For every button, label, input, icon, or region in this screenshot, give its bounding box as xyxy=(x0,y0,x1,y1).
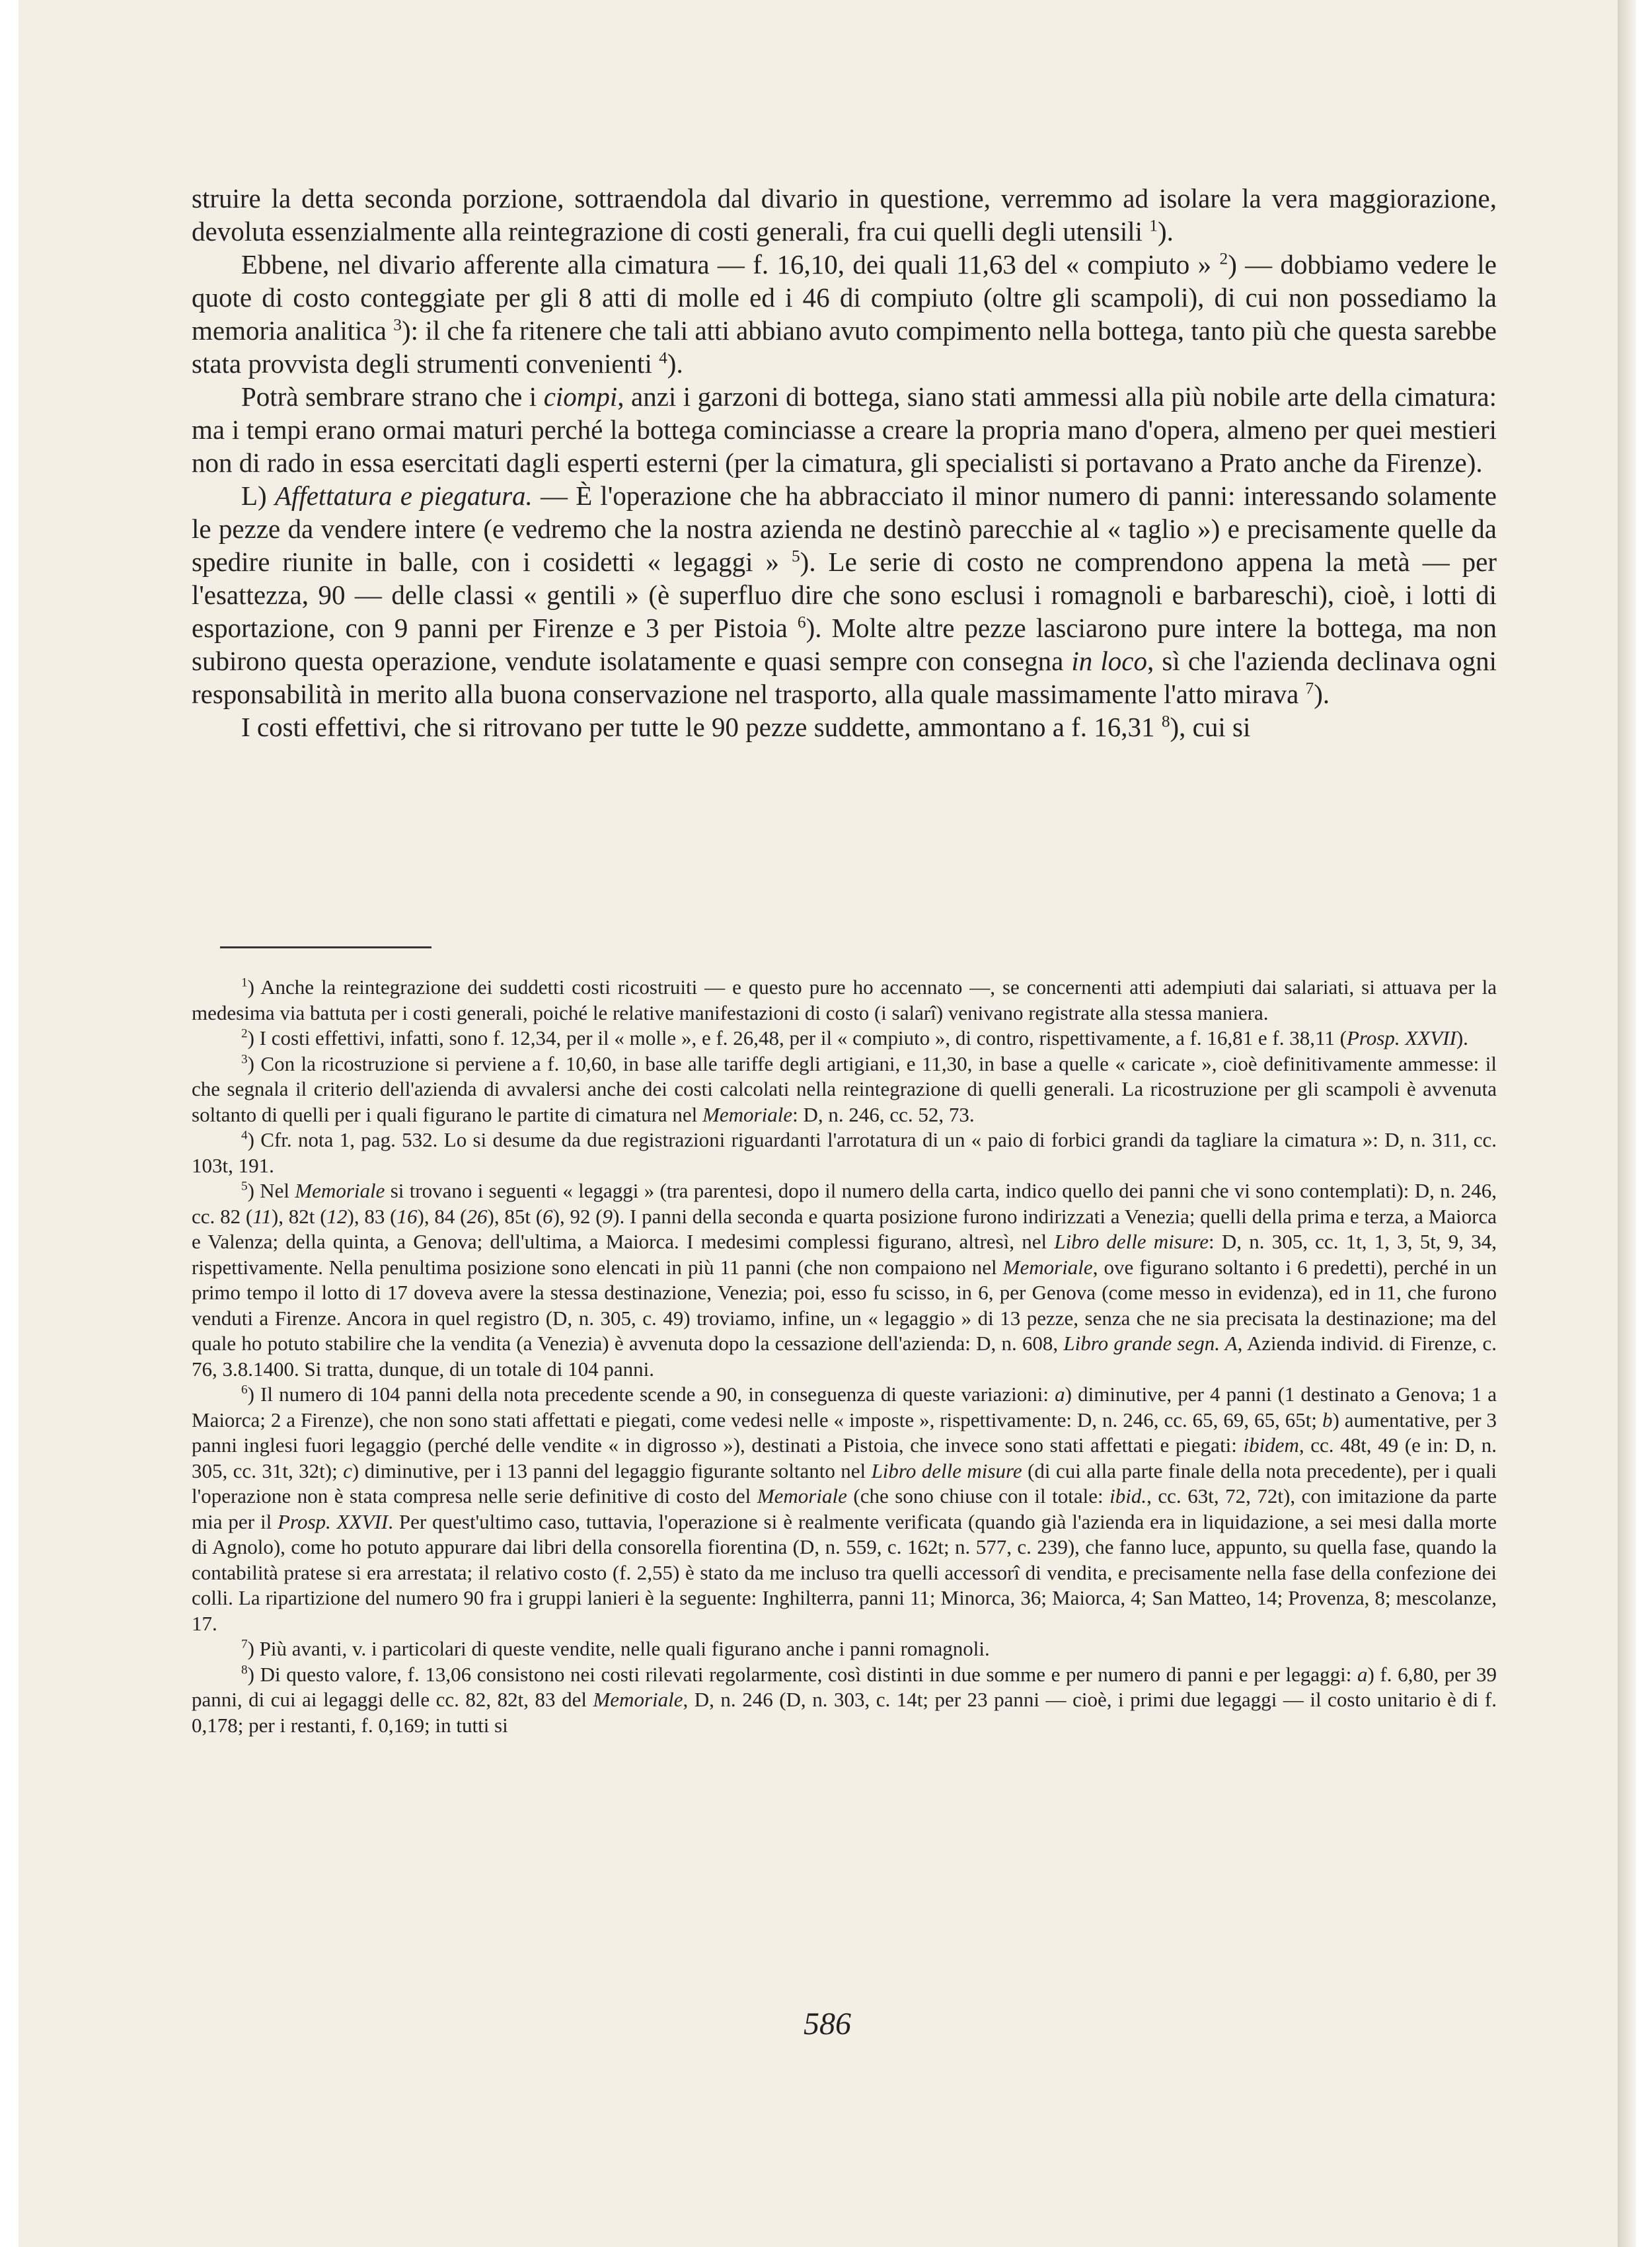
text-run: ) Il numero di 104 panni della nota precedente scende a 90, in conseguenza di queste variazioni: xyxy=(247,1383,1055,1406)
footnote xyxy=(192,975,1497,1026)
text-run: ) Di questo valore, f. 13,06 consistono nei costi rilevati regolarmente, così distinti in due somme e per numero di panni e per legaggi: xyxy=(247,1662,1357,1686)
italic-text: ciompi xyxy=(543,381,618,412)
text-run: ) diminutive, per 4 panni (1 destinato a Genova; 1 a Maiorca; 2 a Firenze), che non sono stati affettati e piegati, come vedesi nelle « imposte », rispettivamente: D, n. 246, cc. 65, 69, 65, 65t; xyxy=(192,1383,1497,1431)
page-number: 586 xyxy=(804,2006,851,2041)
text-run: , anzi i garzoni di bottega, siano stati ammessi alla più nobile arte della cimatura: ma i tempi erano ormai maturi perché la bottega cominciasse a creare la propria mano d'opera, almeno per quei mestieri non di rado in essa esercitati dagli esperti esterni (per la cimatura, gli specialisti si portavano a Prato anche da Firenze). xyxy=(192,381,1497,478)
italic-text: Memoriale xyxy=(702,1102,793,1126)
italic-text: 6 xyxy=(543,1204,553,1228)
paragraph xyxy=(192,710,1497,743)
note-ref: 5 xyxy=(791,547,800,566)
text-run: Potrà sembrare strano che i xyxy=(241,381,544,412)
paragraph xyxy=(192,248,1497,380)
italic-text: 9 xyxy=(602,1204,613,1228)
text-run: struire la detta seconda porzione, sottraendola dal divario in questione, verremmo ad isolare la vera maggiorazione, devoluta essenzialmente alla reintegrazione di costi generali, fra cui quelli degli utensili xyxy=(192,183,1497,247)
italic-text: Memoriale xyxy=(1002,1255,1093,1279)
text-run: ). xyxy=(1314,679,1330,709)
italic-text: ibidem xyxy=(1243,1433,1299,1457)
italic-text: Libro delle misure xyxy=(1054,1230,1209,1253)
note-ref: 6 xyxy=(797,613,806,632)
book-page xyxy=(19,0,1636,2247)
italic-text: Memoriale xyxy=(295,1179,385,1202)
text-run: , sì che l'azienda declinava ogni responsabilità in merito alla buona conservazione nel trasporto, alla quale massimamente l'atto mirava xyxy=(192,646,1497,709)
footnote xyxy=(192,1636,1497,1662)
italic-text: a xyxy=(1055,1383,1065,1406)
text-run: ), 83 ( xyxy=(347,1204,397,1228)
note-ref: 4 xyxy=(241,1128,248,1143)
text-run: ), cui si xyxy=(1170,712,1251,742)
note-ref: 8 xyxy=(1161,712,1170,731)
text-run: ). Le serie di costo ne comprendono appena la metà — per l'esattezza, 90 — delle classi « gentili » (è superfluo dire che sono esclusi i romagnoli e barbareschi), cioè, i lotti di esportazione, con 9 panni per Firenze e 3 per Pistoia xyxy=(192,547,1497,643)
footnote xyxy=(192,1382,1497,1636)
text-run: : D, n. 305, cc. 1t, 1, 3, 5t, 9, 34, rispettivamente. Nella penultima posizione sono elencati in più 11 panni (che non compaiono nel xyxy=(192,1230,1497,1279)
note-ref: 1 xyxy=(241,975,248,990)
text-run: ) diminutive, per i 13 panni del legaggio figurante soltanto nel xyxy=(352,1459,872,1482)
text-run: , D, n. 246 (D, n. 303, c. 14t; per 23 panni — cioè, i primi due legaggi — il costo unitario è di f. 0,178; per i restanti, f. 0,169; in tutti si xyxy=(192,1688,1497,1737)
text-run: , ove figurano soltanto i 6 predetti), perché in un primo tempo il lotto di 17 doveva avere la stessa destinazione, Venezia; poi, esso fu scisso, in 6, per Genova (come messo in evidenza), ed in 11, che furono venduti a Firenze. Ancora in quel registro (D, n. 305, c. 49) troviamo, infine, un « legaggio » di 13 pezze, senza che ne sia precisata la destinazione; ma del quale ho potuto stabilire che la vendita (a Venezia) è avvenuta dopo la cessazione dell'azienda: D, n. 608, xyxy=(192,1255,1497,1355)
italic-text: Memoriale xyxy=(593,1688,683,1711)
text-run: : D, n. 246, cc. 52, 73. xyxy=(792,1102,975,1126)
paragraph xyxy=(192,479,1497,710)
main-text xyxy=(192,182,1497,743)
footnote xyxy=(192,1662,1497,1739)
text-run: L) xyxy=(241,480,275,511)
footnote-separator xyxy=(220,946,432,948)
text-run: I costi effettivi, che si ritrovano per tutte le 90 pezze suddette, ammontano a f. 16,31 xyxy=(241,712,1162,742)
italic-text: 11 xyxy=(252,1204,272,1228)
text-run: , cc. 48t, 49 (e in: D, n. 305, cc. 31t, 32t); xyxy=(192,1433,1497,1482)
italic-text: 16 xyxy=(396,1204,418,1228)
text-run: ). Molte altre pezze lasciarono pure intere la bottega, ma non subirono questa operazione, vendute isolatamente e quasi sempre con consegna xyxy=(192,613,1497,676)
text-run: ). I panni della seconda e quarta posizione furono indirizzati a Venezia; quelli della prima e terza, a Maiorca e Valenza; della quinta, a Genova; dell'ultima, a Maiorca. I medesimi complessi figurano, altresì, nel xyxy=(192,1204,1497,1253)
page-edge xyxy=(1618,0,1636,2247)
note-ref: 2 xyxy=(241,1026,248,1041)
text-run: ). xyxy=(1157,216,1174,247)
text-run: ), 84 ( xyxy=(417,1204,467,1228)
note-ref: 5 xyxy=(241,1179,248,1194)
note-ref: 7 xyxy=(241,1637,248,1652)
text-run: ), 92 ( xyxy=(552,1204,603,1228)
italic-text: 26 xyxy=(467,1204,488,1228)
text-run: — È l'operazione che ha abbracciato il minor numero di panni: interessando solamente le pezze da vendere intere (e vedremo che la nostra azienda ne destinò parecchie al « taglio ») e precisamente quelle da spedire riunite in balle, con i cosidetti « legaggi » xyxy=(192,480,1497,577)
note-ref: 3 xyxy=(241,1052,248,1067)
note-ref: 8 xyxy=(241,1663,248,1677)
note-ref: 3 xyxy=(393,315,402,334)
italic-text: a xyxy=(1357,1662,1368,1686)
text-run: ) Con la ricostruzione si perviene a f. 10,60, in base alle tariffe degli artigiani, e 11,30, in base a quelle « caricate », cioè definitivamente ammesse: il che segnala il criterio dell'azienda di avvalersi anche dei costi calcolati nella reintegrazione di quelli generali. La ricostruzione per gli scampoli è avvenuta soltanto di quelli per i quali figurano le partite di cimatura nel xyxy=(192,1051,1497,1126)
footnote xyxy=(192,1026,1497,1051)
italic-text: Affettatura e piegatura. xyxy=(274,480,533,511)
footnote xyxy=(192,1051,1497,1128)
footnote xyxy=(192,1178,1497,1382)
text-run: ) Cfr. nota 1, pag. 532. Lo si desume da due registrazioni riguardanti l'arrotatura di un « paio di forbici grandi da tagliare la cimatura »: D, n. 311, cc. 103t, 191. xyxy=(192,1128,1497,1177)
text-run: ), 82t ( xyxy=(271,1204,327,1228)
text-run: ) Anche la reintegrazione dei suddetti costi ricostruiti — e questo pure ho accennato —, se concernenti atti adempiuti dai salariati, si attuava per la medesima via battuta per i costi generali, poiché le relative manifestazioni di costo (i salarî) venivano registrate alla stessa maniera. xyxy=(192,975,1497,1024)
italic-text: c xyxy=(343,1459,352,1482)
text-run: Ebbene, nel divario afferente alla cimatura — f. 16,10, dei quali 11,63 del « compiuto » xyxy=(241,249,1220,280)
text-run: ) aumentative, per 3 panni inglesi fuori legaggio (perché delle vendite « in digrosso »), destinati a Pistoia, che invece sono stati affettati e piegati: xyxy=(192,1408,1497,1457)
text-run: (che sono chiuse con il totale: xyxy=(846,1484,1110,1507)
note-ref: 4 xyxy=(659,348,667,367)
italic-text: Prosp. XXVII xyxy=(278,1509,389,1533)
italic-text: ibid. xyxy=(1109,1484,1147,1507)
italic-text: in loco xyxy=(1071,646,1147,676)
italic-text: Libro grande segn. A xyxy=(1063,1332,1238,1355)
note-ref: 1 xyxy=(1149,216,1158,235)
paragraph xyxy=(192,182,1497,248)
text-run: ): il che fa ritenere che tali atti abbiano avuto compimento nella bottega, tanto più che questa sarebbe stata provvista degli strumenti convenienti xyxy=(192,315,1497,379)
footnote xyxy=(192,1127,1497,1178)
italic-text: Libro delle misure xyxy=(871,1459,1022,1482)
footnotes xyxy=(192,975,1497,1738)
italic-text: 12 xyxy=(326,1204,348,1228)
text-run: (di cui alla parte finale della nota precedente), per i quali l'operazione non è stata compresa nelle serie definitive di costo del xyxy=(192,1459,1497,1507)
italic-text: Prosp. XXVII xyxy=(1346,1026,1456,1049)
italic-text: b xyxy=(1322,1408,1333,1431)
text-run: ) I costi effettivi, infatti, sono f. 12,34, per il « molle », e f. 26,48, per il « compiuto », di contro, rispettivamente, a f. 16,81 e f. 38,11 ( xyxy=(247,1026,1347,1049)
text-run: ). xyxy=(667,348,683,379)
italic-text: Memoriale xyxy=(757,1484,847,1507)
text-run: ) — dobbiamo vedere le quote di costo conteggiate per gli 8 atti di molle ed i 46 di compiuto (oltre gli scampoli), di cui non possediamo la memoria analitica xyxy=(192,249,1497,346)
text-run: , Azienda individ. di Firenze, c. 76, 3.8.1400. Si tratta, dunque, di un totale di 104 panni. xyxy=(192,1332,1497,1381)
text-run: . Per quest'ultimo caso, tuttavia, l'operazione si è realmente verificata (quando già l'azienda era in liquidazione, a sei mesi dalla morte di Agnolo), come ho potuto appurare dai libri della consorella fiorentina (D, n. 559, c. 162t; n. 577, c. 239), che fanno luce, appunto, su quella fase, quando la contabilità pratese si era arrestata; il relativo costo (f. 2,55) è stato da me incluso tra quelli accessorî di vendita, e precisamente nella fase della confezione dei colli. La ripartizione del numero 90 fra i gruppi lanieri è la seguente: Inghilterra, panni 11; Minorca, 36; Maiorca, 4; San Matteo, 14; Provenza, 8; mescolanze, 17. xyxy=(192,1509,1497,1635)
note-ref: 2 xyxy=(1219,249,1228,268)
text-run: ), 85t ( xyxy=(487,1204,543,1228)
note-ref: 7 xyxy=(1305,679,1314,698)
text-run: , cc. 63t, 72, 72t), con imitazione da parte mia per il xyxy=(192,1484,1497,1533)
text-run: si trovano i seguenti « legaggi » (tra parentesi, dopo il numero della carta, indico quello dei panni che vi sono contemplati): D, n. 246, cc. 82 ( xyxy=(192,1179,1497,1228)
note-ref: 6 xyxy=(241,1383,248,1397)
text-run: ) f. 6,80, per 39 panni, di cui ai legaggi delle cc. 82, 82t, 83 del xyxy=(192,1662,1497,1711)
text-run: ). xyxy=(1456,1026,1468,1049)
paragraph xyxy=(192,380,1497,479)
text-run: ) Più avanti, v. i particolari di queste vendite, nelle quali figurano anche i panni romagnoli. xyxy=(247,1637,990,1660)
text-run: ) Nel xyxy=(247,1179,295,1202)
